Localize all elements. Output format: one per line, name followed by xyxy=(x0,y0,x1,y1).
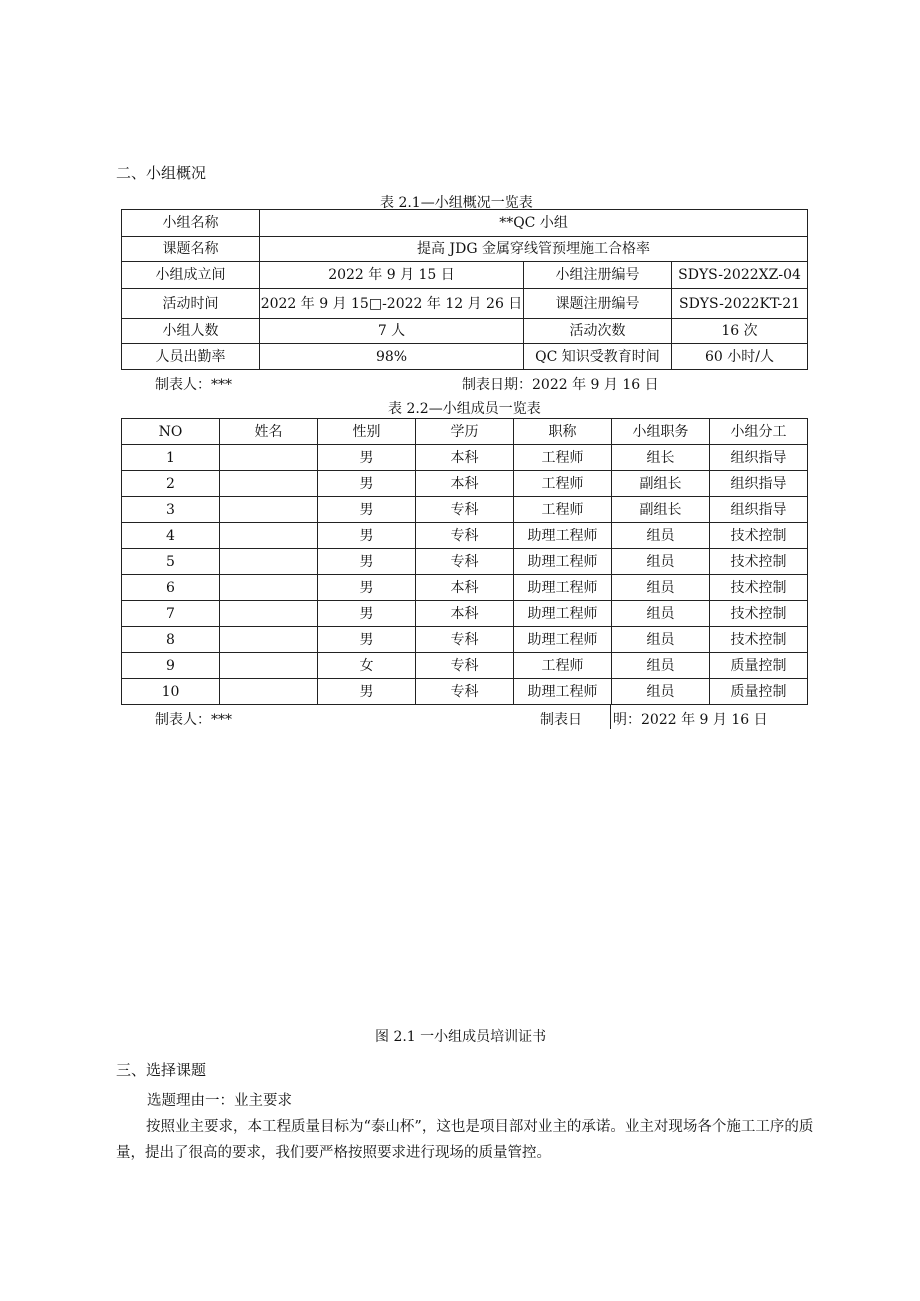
cell-title: 工程师 xyxy=(514,653,612,679)
cell-no: 10 xyxy=(122,679,220,705)
stray-vertical-rule xyxy=(610,705,611,729)
cell-duty: 质量控制 xyxy=(710,679,808,705)
cell-position: 组员 xyxy=(612,575,710,601)
cell-gender: 男 xyxy=(318,601,416,627)
cell-gender: 女 xyxy=(318,653,416,679)
cell-gender: 男 xyxy=(318,549,416,575)
period-label: 活动时间 xyxy=(122,289,260,319)
cell-education: 专科 xyxy=(416,523,514,549)
cell-education: 本科 xyxy=(416,445,514,471)
section-title-select-topic: 三、选择课题 xyxy=(116,1061,207,1079)
header-duty: 小组分工 xyxy=(710,419,808,445)
members-value: 7 人 xyxy=(260,319,524,344)
cell-name xyxy=(220,497,318,523)
members-label: 小组人数 xyxy=(122,319,260,344)
reason1-paragraph: 按照业主要求，本工程质量目标为“泰山杯”，这也是项目部对业主的承诺。业主对现场各个施工工序的质量，提出了很高的要求，我们要严格按照要求进行现场的质量管控。 xyxy=(116,1119,814,1161)
cell-duty: 组织指导 xyxy=(710,445,808,471)
cell-duty: 技术控制 xyxy=(710,575,808,601)
cell-name xyxy=(220,523,318,549)
cell-name xyxy=(220,445,318,471)
group-name-label: 小组名称 xyxy=(122,210,260,237)
table-row xyxy=(122,549,808,575)
cell-no: 4 xyxy=(122,523,220,549)
cell-no: 6 xyxy=(122,575,220,601)
table-row xyxy=(122,523,808,549)
cell-gender: 男 xyxy=(318,575,416,601)
period-value: 2022 年 9 月 15□-2022 年 12 月 26 日 xyxy=(260,289,524,319)
cell-no: 7 xyxy=(122,601,220,627)
cell-education: 本科 xyxy=(416,575,514,601)
table-row xyxy=(122,575,808,601)
topic-label: 课题名称 xyxy=(122,237,260,262)
cell-no: 1 xyxy=(122,445,220,471)
cell-name xyxy=(220,601,318,627)
founded-value: 2022 年 9 月 15 日 xyxy=(260,262,524,289)
reg-no-value: SDYS-2022XZ-04 xyxy=(672,262,808,289)
cell-position: 组员 xyxy=(612,653,710,679)
group-name-value: **QC 小组 xyxy=(260,210,808,237)
table-row xyxy=(122,627,808,653)
cell-name xyxy=(220,575,318,601)
table-row xyxy=(122,601,808,627)
group-overview-table xyxy=(121,209,808,370)
cell-position: 组员 xyxy=(612,523,710,549)
cell-education: 专科 xyxy=(416,627,514,653)
cell-position: 组员 xyxy=(612,627,710,653)
cell-title: 助理工程师 xyxy=(514,575,612,601)
attendance-value: 98% xyxy=(260,344,524,370)
cell-name xyxy=(220,627,318,653)
header-title: 职称 xyxy=(514,419,612,445)
table1-date: 制表日期：2022 年 9 月 16 日 xyxy=(462,377,659,393)
cell-education: 本科 xyxy=(416,601,514,627)
cell-gender: 男 xyxy=(318,679,416,705)
education-value: 60 小时/人 xyxy=(672,344,808,370)
topic-value: 提高 JDG 金属穿线管预埋施工合格率 xyxy=(260,237,808,262)
header-no: NO xyxy=(122,419,220,445)
table1-caption: 表 2.1—小组概况一览表 xyxy=(380,195,533,211)
section-title-group-overview: 二、小组概况 xyxy=(116,164,207,182)
cell-title: 助理工程师 xyxy=(514,549,612,575)
table-row xyxy=(122,497,808,523)
header-gender: 性别 xyxy=(318,419,416,445)
cell-position: 副组长 xyxy=(612,497,710,523)
table-row xyxy=(122,653,808,679)
cell-no: 8 xyxy=(122,627,220,653)
cell-duty: 组织指导 xyxy=(710,471,808,497)
cell-title: 助理工程师 xyxy=(514,627,612,653)
cell-no: 5 xyxy=(122,549,220,575)
table2-maker: 制表人：*** xyxy=(155,712,232,728)
cell-duty: 技术控制 xyxy=(710,523,808,549)
cell-title: 工程师 xyxy=(514,445,612,471)
cell-education: 专科 xyxy=(416,497,514,523)
cell-duty: 组织指导 xyxy=(710,497,808,523)
header-position: 小组职务 xyxy=(612,419,710,445)
attendance-label: 人员出勤率 xyxy=(122,344,260,370)
activities-label: 活动次数 xyxy=(524,319,672,344)
cell-duty: 技术控制 xyxy=(710,627,808,653)
cell-gender: 男 xyxy=(318,471,416,497)
figure-caption: 图 2.1 一小组成员培训证书 xyxy=(375,1029,547,1045)
table1-maker: 制表人：*** xyxy=(155,377,232,393)
cell-duty: 质量控制 xyxy=(710,653,808,679)
cell-gender: 男 xyxy=(318,497,416,523)
cell-gender: 男 xyxy=(318,627,416,653)
activities-value: 16 次 xyxy=(672,319,808,344)
education-label: QC 知识受教育时间 xyxy=(524,344,672,370)
cell-position: 副组长 xyxy=(612,471,710,497)
cell-education: 专科 xyxy=(416,679,514,705)
cell-position: 组长 xyxy=(612,445,710,471)
cell-gender: 男 xyxy=(318,445,416,471)
founded-label: 小组成立间 xyxy=(122,262,260,289)
cell-name xyxy=(220,471,318,497)
cell-no: 3 xyxy=(122,497,220,523)
member-table xyxy=(121,418,808,705)
header-name: 姓名 xyxy=(220,419,318,445)
table-row xyxy=(122,445,808,471)
topic-reg-value: SDYS-2022KT-21 xyxy=(672,289,808,319)
table-row xyxy=(122,471,808,497)
cell-title: 工程师 xyxy=(514,471,612,497)
header-education: 学历 xyxy=(416,419,514,445)
cell-title: 助理工程师 xyxy=(514,601,612,627)
reg-no-label: 小组注册编号 xyxy=(524,262,672,289)
cell-title: 助理工程师 xyxy=(514,679,612,705)
table2-date-part-a: 制表日 xyxy=(540,712,582,728)
cell-position: 组员 xyxy=(612,601,710,627)
cell-no: 9 xyxy=(122,653,220,679)
member-table-header xyxy=(122,419,808,445)
cell-name xyxy=(220,679,318,705)
table2-caption: 表 2.2—小组成员一览表 xyxy=(388,401,541,417)
table-row xyxy=(122,679,808,705)
cell-position: 组员 xyxy=(612,679,710,705)
cell-gender: 男 xyxy=(318,523,416,549)
cell-title: 助理工程师 xyxy=(514,523,612,549)
cell-title: 工程师 xyxy=(514,497,612,523)
cell-education: 专科 xyxy=(416,549,514,575)
cell-name xyxy=(220,653,318,679)
cell-duty: 技术控制 xyxy=(710,601,808,627)
cell-duty: 技术控制 xyxy=(710,549,808,575)
cell-position: 组员 xyxy=(612,549,710,575)
topic-reg-label: 课题注册编号 xyxy=(524,289,672,319)
cell-name xyxy=(220,549,318,575)
cell-education: 专科 xyxy=(416,653,514,679)
cell-education: 本科 xyxy=(416,471,514,497)
cell-no: 2 xyxy=(122,471,220,497)
table2-date-part-b: 明：2022 年 9 月 16 日 xyxy=(613,712,768,728)
reason1-title: 选题理由一：业主要求 xyxy=(147,1093,292,1109)
